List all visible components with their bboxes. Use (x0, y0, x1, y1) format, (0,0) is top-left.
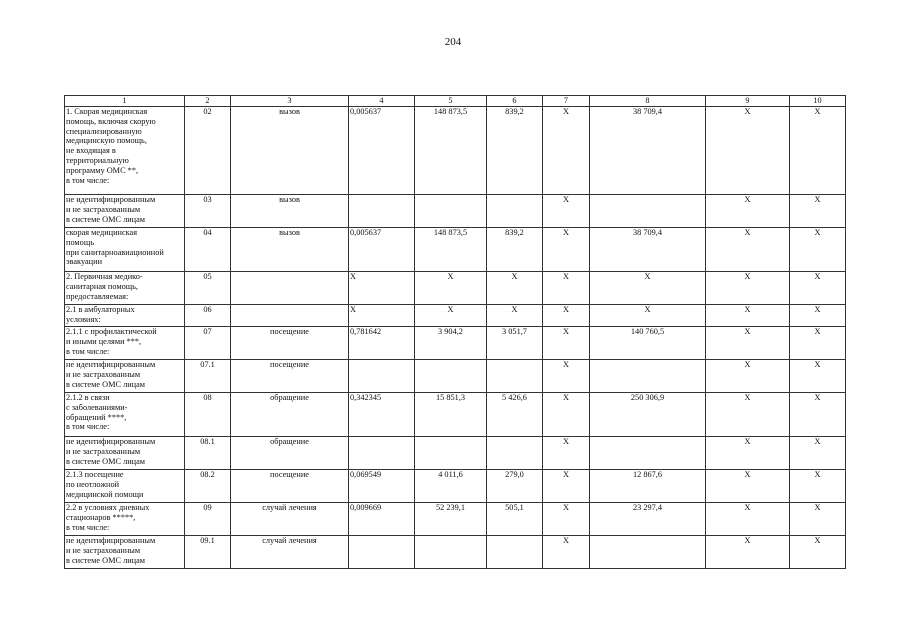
header-cell: 6 (487, 96, 543, 107)
table-cell: обращение (231, 393, 349, 437)
table-cell: вызов (231, 228, 349, 272)
table-cell: 3 904,2 (415, 327, 487, 360)
table-cell (590, 195, 706, 228)
table-cell: Х (543, 272, 590, 305)
table-cell: 250 306,9 (590, 393, 706, 437)
table-cell: Х (790, 107, 846, 195)
table-cell: Х (543, 107, 590, 195)
table-cell: 2.1.2 в связи с заболеваниями- обращений ****, в том числе: (65, 393, 185, 437)
header-cell: 8 (590, 96, 706, 107)
table-cell: 0,005637 (349, 107, 415, 195)
table-cell: 38 709,4 (590, 107, 706, 195)
table-cell: 2.1.3 посещение по неотложной медицинской помощи (65, 470, 185, 503)
table-row (65, 503, 846, 536)
header-row (65, 96, 846, 107)
table-cell: Х (590, 272, 706, 305)
table-cell (349, 536, 415, 569)
table-cell: 09 (185, 503, 231, 536)
table-cell: Х (790, 393, 846, 437)
table-cell: 2. Первичная медико- санитарная помощь, предоставляемая: (65, 272, 185, 305)
table-cell: 2.2 в условиях дневных стационаров *****, в том числе: (65, 503, 185, 536)
table-cell: 12 867,6 (590, 470, 706, 503)
table-cell: 0,005637 (349, 228, 415, 272)
table-cell: 1. Скорая медицинская помощь, включая скорую специализированную медицинскую помощь, не входящая в территориальную программу ОМС **, в том числе: (65, 107, 185, 195)
table-cell: Х (543, 360, 590, 393)
table-cell: 09.1 (185, 536, 231, 569)
table-cell: 08 (185, 393, 231, 437)
table-cell (415, 437, 487, 470)
table-cell: не идентифицированным и не застрахованным в системе ОМС лицам (65, 536, 185, 569)
table-cell: 148 873,5 (415, 228, 487, 272)
table-cell: Х (706, 195, 790, 228)
table-cell: 02 (185, 107, 231, 195)
table-cell (349, 360, 415, 393)
table-cell (590, 437, 706, 470)
table-cell: Х (543, 195, 590, 228)
table-cell: Х (706, 360, 790, 393)
table-cell: 148 873,5 (415, 107, 487, 195)
table-cell: Х (543, 437, 590, 470)
table-cell: 06 (185, 305, 231, 327)
header-cell: 5 (415, 96, 487, 107)
table-cell: Х (790, 536, 846, 569)
table-cell: посещение (231, 470, 349, 503)
header-cell: 1 (65, 96, 185, 107)
table-cell: Х (487, 305, 543, 327)
table-cell (487, 437, 543, 470)
table-cell: Х (706, 327, 790, 360)
table-cell: Х (790, 360, 846, 393)
table-cell: Х (706, 393, 790, 437)
table-cell: Х (706, 228, 790, 272)
table-cell: 07 (185, 327, 231, 360)
table-cell: обращение (231, 437, 349, 470)
table-cell: 0,009669 (349, 503, 415, 536)
table-cell: Х (706, 536, 790, 569)
table-cell: Х (790, 470, 846, 503)
table-cell: вызов (231, 107, 349, 195)
header-cell: 10 (790, 96, 846, 107)
table-cell: Х (790, 305, 846, 327)
table-cell: Х (543, 228, 590, 272)
page-number: 204 (444, 36, 462, 48)
table-cell: 5 426,6 (487, 393, 543, 437)
header-cell: 2 (185, 96, 231, 107)
table-cell: 0,342345 (349, 393, 415, 437)
table-row (65, 107, 846, 195)
table-cell: 07.1 (185, 360, 231, 393)
table-cell: Х (706, 470, 790, 503)
table-cell: Х (349, 272, 415, 305)
table-cell: Х (543, 503, 590, 536)
table-cell: Х (706, 503, 790, 536)
table-cell: 2.1.1 с профилактической и иными целями ***, в том числе: (65, 327, 185, 360)
table-row (65, 360, 846, 393)
table-cell (349, 195, 415, 228)
table-cell (231, 272, 349, 305)
table-cell (231, 305, 349, 327)
table-cell: посещение (231, 327, 349, 360)
table-cell: случай лечения (231, 503, 349, 536)
table-cell: 0,069549 (349, 470, 415, 503)
table-cell (415, 195, 487, 228)
header-cell: 3 (231, 96, 349, 107)
table-row (65, 393, 846, 437)
table-cell: 52 239,1 (415, 503, 487, 536)
table-cell: 03 (185, 195, 231, 228)
table-cell: 279,0 (487, 470, 543, 503)
table-cell: не идентифицированным и не застрахованным в системе ОМС лицам (65, 195, 185, 228)
table-cell: Х (415, 305, 487, 327)
table-cell: Х (706, 305, 790, 327)
table-cell: не идентифицированным и не застрахованным в системе ОМС лицам (65, 437, 185, 470)
table-cell: 140 760,5 (590, 327, 706, 360)
table-cell: Х (790, 195, 846, 228)
table-cell: 15 851,3 (415, 393, 487, 437)
table-cell: Х (543, 536, 590, 569)
table-cell: Х (487, 272, 543, 305)
table-row (65, 536, 846, 569)
table-row (65, 272, 846, 305)
table-cell: Х (349, 305, 415, 327)
table-cell: Х (790, 228, 846, 272)
table-cell: Х (543, 470, 590, 503)
table-row (65, 305, 846, 327)
table-cell: 08.1 (185, 437, 231, 470)
table-row (65, 195, 846, 228)
table-cell: 505,1 (487, 503, 543, 536)
table-cell: скорая медицинская помощь при санитарноавиационной эвакуации (65, 228, 185, 272)
header-cell: 4 (349, 96, 415, 107)
table-cell: 2.1 в амбулаторных условиях: (65, 305, 185, 327)
table-cell: Х (590, 305, 706, 327)
table-cell: Х (706, 437, 790, 470)
data-table (64, 95, 846, 569)
header-cell: 9 (706, 96, 790, 107)
table-cell: Х (790, 503, 846, 536)
table-cell (415, 536, 487, 569)
table-cell: Х (790, 272, 846, 305)
table-cell: Х (543, 327, 590, 360)
table-cell: 0,781642 (349, 327, 415, 360)
table-cell: случай лечения (231, 536, 349, 569)
table-cell: Х (543, 393, 590, 437)
table-cell: не идентифицированным и не застрахованным в системе ОМС лицам (65, 360, 185, 393)
table-cell: 4 011,6 (415, 470, 487, 503)
table-cell: 08.2 (185, 470, 231, 503)
table-row (65, 437, 846, 470)
table-cell (487, 360, 543, 393)
table-row (65, 228, 846, 272)
table-cell: 23 297,4 (590, 503, 706, 536)
table-cell: Х (415, 272, 487, 305)
table-cell (590, 536, 706, 569)
table-row (65, 470, 846, 503)
table-cell (487, 536, 543, 569)
table-cell: вызов (231, 195, 349, 228)
table-cell (415, 360, 487, 393)
table-cell: 3 051,7 (487, 327, 543, 360)
table-cell: 38 709,4 (590, 228, 706, 272)
table-cell (349, 437, 415, 470)
table-cell (590, 360, 706, 393)
table-cell: Х (706, 272, 790, 305)
table-cell: Х (706, 107, 790, 195)
table-cell: 05 (185, 272, 231, 305)
table-row (65, 327, 846, 360)
table-cell: Х (543, 305, 590, 327)
table-cell: Х (790, 327, 846, 360)
table-cell: 839,2 (487, 107, 543, 195)
table-cell (487, 195, 543, 228)
table-cell: посещение (231, 360, 349, 393)
table-cell: 839,2 (487, 228, 543, 272)
header-cell: 7 (543, 96, 590, 107)
table-cell: Х (790, 437, 846, 470)
table-cell: 04 (185, 228, 231, 272)
